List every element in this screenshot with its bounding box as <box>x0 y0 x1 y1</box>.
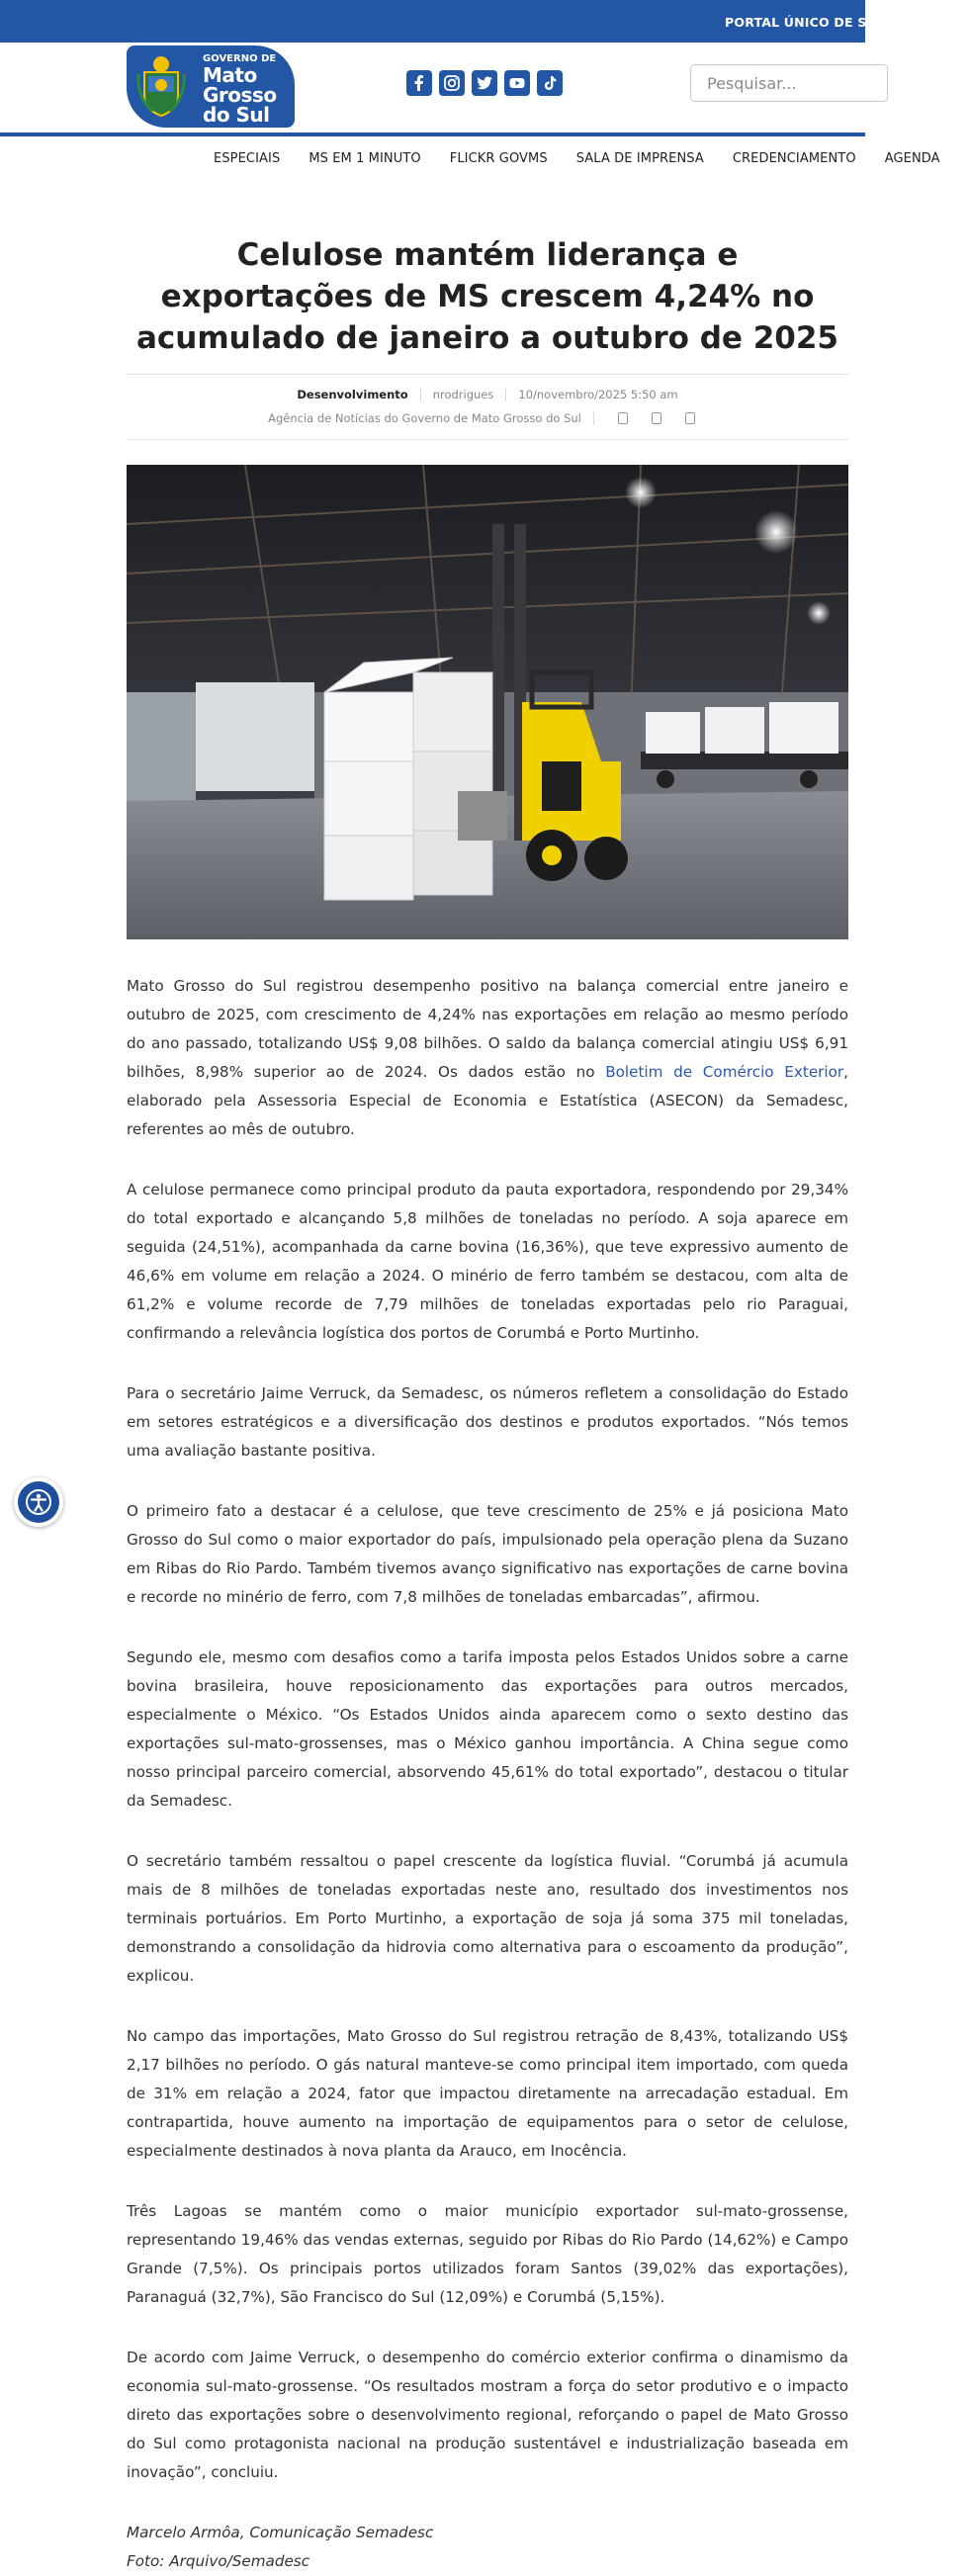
photo-credit: Foto: Arquivo/Semadesc <box>127 2552 310 2570</box>
nav-item-credenciamento[interactable]: CREDENCIAMENTO <box>732 151 856 166</box>
tiktok-icon[interactable] <box>537 70 563 96</box>
site-logo[interactable] <box>127 45 295 128</box>
boletim-link[interactable]: Boletim de Comércio Exterior <box>605 1063 844 1081</box>
print-icon[interactable] <box>652 412 661 424</box>
nav-item-sala-de-imprensa[interactable]: SALA DE IMPRENSA <box>575 151 704 166</box>
meta-separator <box>420 388 421 401</box>
meta-divider-bottom <box>127 439 848 440</box>
article-title: Celulose mantém liderança e exportações de MS crescem 4,24% no acumulado de janeiro a outubro de 2025 <box>135 237 839 356</box>
twitter-icon[interactable] <box>472 70 497 96</box>
article-source <box>127 411 848 425</box>
author-credit: Marcelo Armôa, Comunicação Semadesc <box>127 2524 434 2541</box>
nav-item-flickr-govms[interactable]: FLICKR GOVMS <box>449 151 548 166</box>
logo-line-3: do Sul <box>203 103 270 127</box>
coat-of-arms-icon <box>136 52 186 118</box>
nav-item-agenda[interactable]: AGENDA <box>884 151 940 166</box>
paragraph: Segundo ele, mesmo com desafios como a tarifa imposta pelos Estados Unidos sobre a carne bovina brasileira, houve reposicionamento das exportações para outros mercados, especialmente o México. “Os Estados Unidos ainda aparecem como o sexto destino das exportações sul-mato-grossenses, mas o México ganhou importância. A China segue como nosso principal parceiro comercial, absorvendo 45,61% do total exportado”, destacou o titular da Semadesc. <box>127 1648 848 1810</box>
paragraph: A celulose permanece como principal produto da pauta exportadora, respondendo por 29,34% do total exportado e alcançando 5,8 milhões de toneladas no período. A soja aparece em seguida (24,51%), acompanhada da carne bovina (16,36%), que teve expressivo aumento de 46,6% em volume em relação a 2024. O minério de ferro também se destacou, com alta de 61,2% e volume recorde de 7,79 milhões de toneladas exportadas pelo rio Paraguai, confirmando a relevância logística dos portos de Corumbá e Porto Murtinho. <box>127 1181 848 1342</box>
publish-date: 10/novembro/2025 5:50 am <box>518 388 678 401</box>
paragraph: Três Lagoas se mantém como o maior município exportador sul-mato-grossense, representando 19,46% das vendas externas, seguido por Ribas do Rio Pardo (14,62%) e Campo Grande (7,5%). Os principais portos utilizados foram Santos (39,02% das exportações), Paranaguá (32,7%), São Francisco do Sul (12,09%) e Corumbá (5,15%). <box>127 2202 848 2306</box>
warehouse-forklift-photo <box>127 465 848 939</box>
youtube-icon[interactable] <box>504 70 530 96</box>
instagram-icon[interactable] <box>439 70 465 96</box>
top-bar <box>0 0 929 43</box>
logo-line-1: Mato <box>203 63 257 87</box>
accessibility-icon <box>18 1481 59 1523</box>
portal-servicos-link[interactable]: PORTAL ÚNICO DE SERVIÇOS <box>725 15 929 30</box>
meta-divider-top <box>127 374 848 375</box>
paragraph: De acordo com Jaime Verruck, o desempenho do comércio exterior confirma o dinamismo da economia sul-mato-grossense. “Os resultados mostram a força do setor produtivo e o impacto direto das exportações sobre o desenvolvimento regional, reforçando o papel de Mato Grosso do Sul como protagonista nacional na produção sustentável e industrialização baseada em inovação”, concluiu. <box>127 2349 848 2481</box>
accessibility-button[interactable] <box>14 1477 63 1527</box>
agency-name: Agência de Notícias do Governo de Mato Grosso do Sul <box>268 411 581 425</box>
paragraph: Mato Grosso do Sul registrou desempenho positivo na balança comercial entre janeiro e outubro de 2025, com crescimento de 4,24% nas exportações em relação ao mesmo período do ano passado, totalizando US$ 9,08 bilhões. O saldo da balança comercial atingiu US$ 6,91 bilhões, 8,98% superior ao de 2024. Os dados estão no Boletim de Comércio Exterior, elaborado pela Assessoria Especial de Economia e Estatística (ASECON) da Semadesc, referentes ao mês de outubro. <box>127 977 848 1138</box>
meta-separator <box>505 388 506 401</box>
email-icon[interactable] <box>685 412 695 424</box>
social-links <box>406 70 563 96</box>
logo-small-text: GOVERNO DE <box>203 53 277 64</box>
header-divider <box>0 133 865 136</box>
category-link[interactable]: Desenvolvimento <box>297 388 408 401</box>
article-meta <box>127 388 848 401</box>
main-nav <box>214 151 969 166</box>
article-hero-image <box>127 465 848 939</box>
nav-item-especiais[interactable]: ESPECIAIS <box>214 151 281 166</box>
paragraph: O secretário também ressaltou o papel crescente da logística fluvial. “Corumbá já acumula mais de 8 milhões de toneladas exportadas neste ano, resultado dos investimentos nos terminais portuários. Em Porto Murtinho, a exportação de soja já soma 375 mil toneladas, demonstrando a consolidação da hidrovia como alternativa para o escoamento da produção”, explicou. <box>127 1852 848 1985</box>
nav-item-ms-em-1-minuto[interactable]: MS EM 1 MINUTO <box>308 151 421 166</box>
facebook-icon[interactable] <box>406 70 432 96</box>
site-header <box>0 43 865 134</box>
meta-separator <box>593 411 594 425</box>
logo-line-2: Grosso <box>203 83 277 107</box>
author-link[interactable]: nrodrigues <box>432 388 494 401</box>
share-icon[interactable] <box>618 412 628 424</box>
search-input[interactable] <box>690 64 888 102</box>
paragraph: No campo das importações, Mato Grosso do Sul registrou retração de 8,43%, totalizando US$ 2,17 bilhões no período. O gás natural manteve-se como principal item importado, com queda de 31% em relação a 2024, fator que impactou diretamente na arrecadação estadual. Em contrapartida, houve aumento na importação de equipamentos para o setor de celulose, especialmente destinados à nova planta da Arauco, em Inocência. <box>127 2027 848 2160</box>
article-body <box>127 972 848 2576</box>
paragraph: Para o secretário Jaime Verruck, da Semadesc, os números refletem a consolidação do Estado em setores estratégicos e a diversificação dos destinos e produtos exportados. “Nós temos uma avaliação bastante positiva. <box>127 1384 848 1460</box>
paragraph: O primeiro fato a destacar é a celulose, que teve crescimento de 25% e já posiciona Mato Grosso do Sul como o maior exportador do país, impulsionado pela operação plena da Suzano em Ribas do Rio Pardo. Também tivemos avanço significativo nas exportações de carne bovina e recorde no minério de ferro, com 7,8 milhões de toneladas embarcadas”, afirmou. <box>127 1502 848 1606</box>
